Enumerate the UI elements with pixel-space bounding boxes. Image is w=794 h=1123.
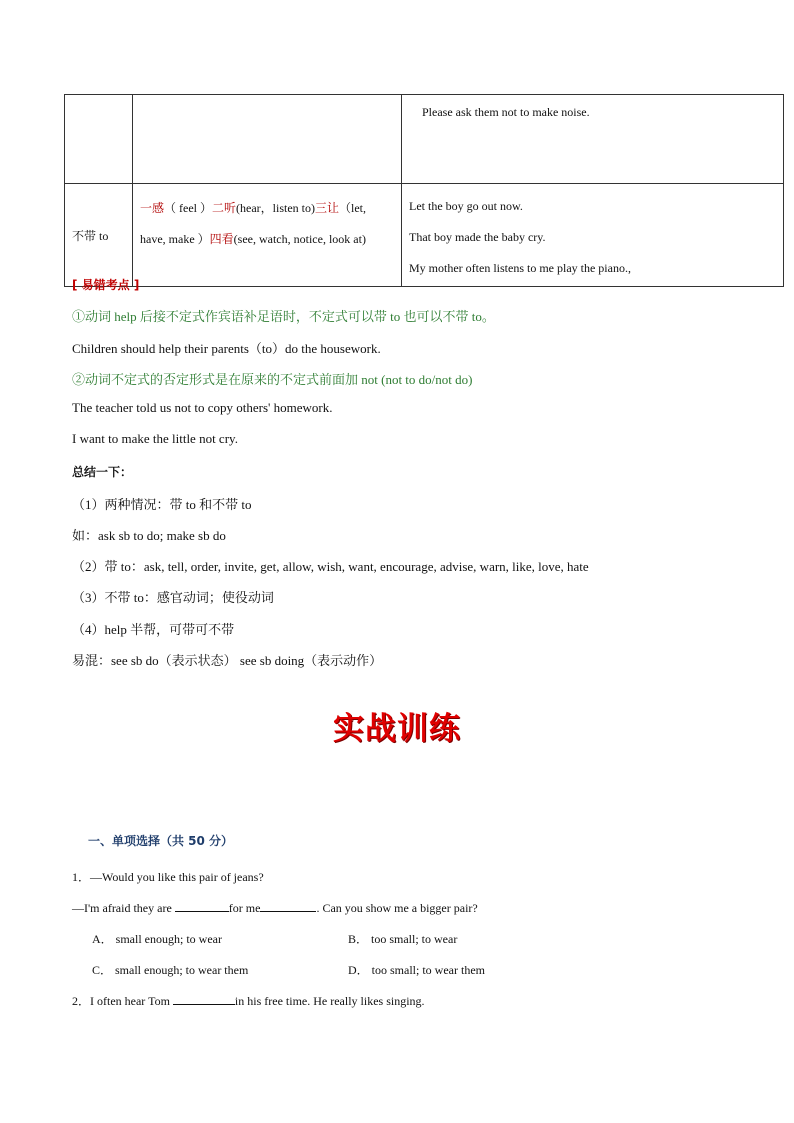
summary-title: 总结一下：: [72, 465, 133, 479]
option-d: D． too small; to wear them: [348, 963, 485, 977]
summary-line: （2）带 to：ask, tell, order, invite, get, allow, wish, want, encourage, advise, warn, like, love, hate: [72, 559, 589, 574]
rule-text: （let,: [339, 201, 367, 215]
rule-text: （ feel ）: [164, 201, 212, 215]
rule-keyword: 三让: [315, 201, 340, 215]
option-b: B． too small; to wear: [348, 932, 458, 946]
rule-text: (see, watch, notice, look at): [233, 232, 366, 246]
summary-line: （3）不带 to：感官动词；使役动词: [72, 590, 274, 605]
example-sentence: Let the boy go out now.: [409, 199, 523, 213]
note-point: ①动词 help 后接不定式作宾语补足语时，不定式可以带 to 也可以不带 to。: [72, 309, 495, 324]
example-sentence: The teacher told us not to copy others' homework.: [72, 400, 333, 415]
option-a: A． small enough; to wear: [92, 932, 222, 946]
grammar-table: [64, 94, 784, 287]
example-sentence: Children should help their parents（to）do the housework.: [72, 341, 381, 356]
table-cell: [133, 95, 402, 184]
question-stem: [72, 992, 425, 1009]
table-cell-category: 不带 to: [65, 184, 133, 287]
answer-blank: [260, 899, 316, 912]
rule-text: (hear，listen to): [236, 201, 315, 215]
question-text: in his free time. He really likes singing.: [234, 994, 425, 1008]
example-sentence: My mother often listens to me play the piano.,: [409, 261, 631, 275]
summary-line: 易混：see sb do（表示状态） see sb doing（表示动作）: [72, 653, 383, 668]
table-row: [65, 95, 784, 184]
table-row: [65, 184, 784, 287]
question-text: 2．I often hear Tom: [72, 994, 173, 1008]
example-sentence: That boy made the baby cry.: [409, 230, 546, 244]
practice-title: 实战训练: [333, 711, 461, 747]
note-point: ②动词不定式的否定形式是在原来的不定式前面加 not (not to do/not do): [72, 372, 473, 387]
answer-blank: [175, 899, 229, 912]
section-title: 一、单项选择（共 50 分）: [88, 834, 234, 848]
table-cell-example: Please ask them not to make noise.: [402, 95, 784, 184]
summary-line: （1）两种情况：带 to 和不带 to: [72, 497, 252, 512]
question-text: . Can you show me a bigger pair?: [316, 901, 478, 915]
answer-blank: [173, 992, 235, 1005]
summary-line: 如：ask sb to do; make sb do: [72, 528, 226, 543]
rule-keyword: 二听: [212, 201, 237, 215]
rule-line-1: [140, 193, 397, 224]
example-sentence: I want to make the little not cry.: [72, 431, 238, 446]
rule-text: have, make ）: [140, 232, 210, 246]
question-text: —I'm afraid they are: [72, 901, 175, 915]
rule-line-2: [140, 224, 397, 255]
option-c: C． small enough; to wear them: [92, 963, 249, 977]
table-cell-rule: [133, 184, 402, 287]
question-line: [72, 899, 478, 916]
table-cell: [65, 95, 133, 184]
question-stem: 1．—Would you like this pair of jeans?: [72, 870, 264, 884]
table-cell-examples: [402, 184, 784, 287]
summary-line: （4）help 半帮，可带可不带: [72, 622, 235, 637]
rule-keyword: 四看: [209, 232, 234, 246]
rule-keyword: 一感: [140, 201, 165, 215]
section-heading: [ 易错考点 ]: [72, 278, 140, 292]
question-text: for me: [228, 901, 261, 915]
